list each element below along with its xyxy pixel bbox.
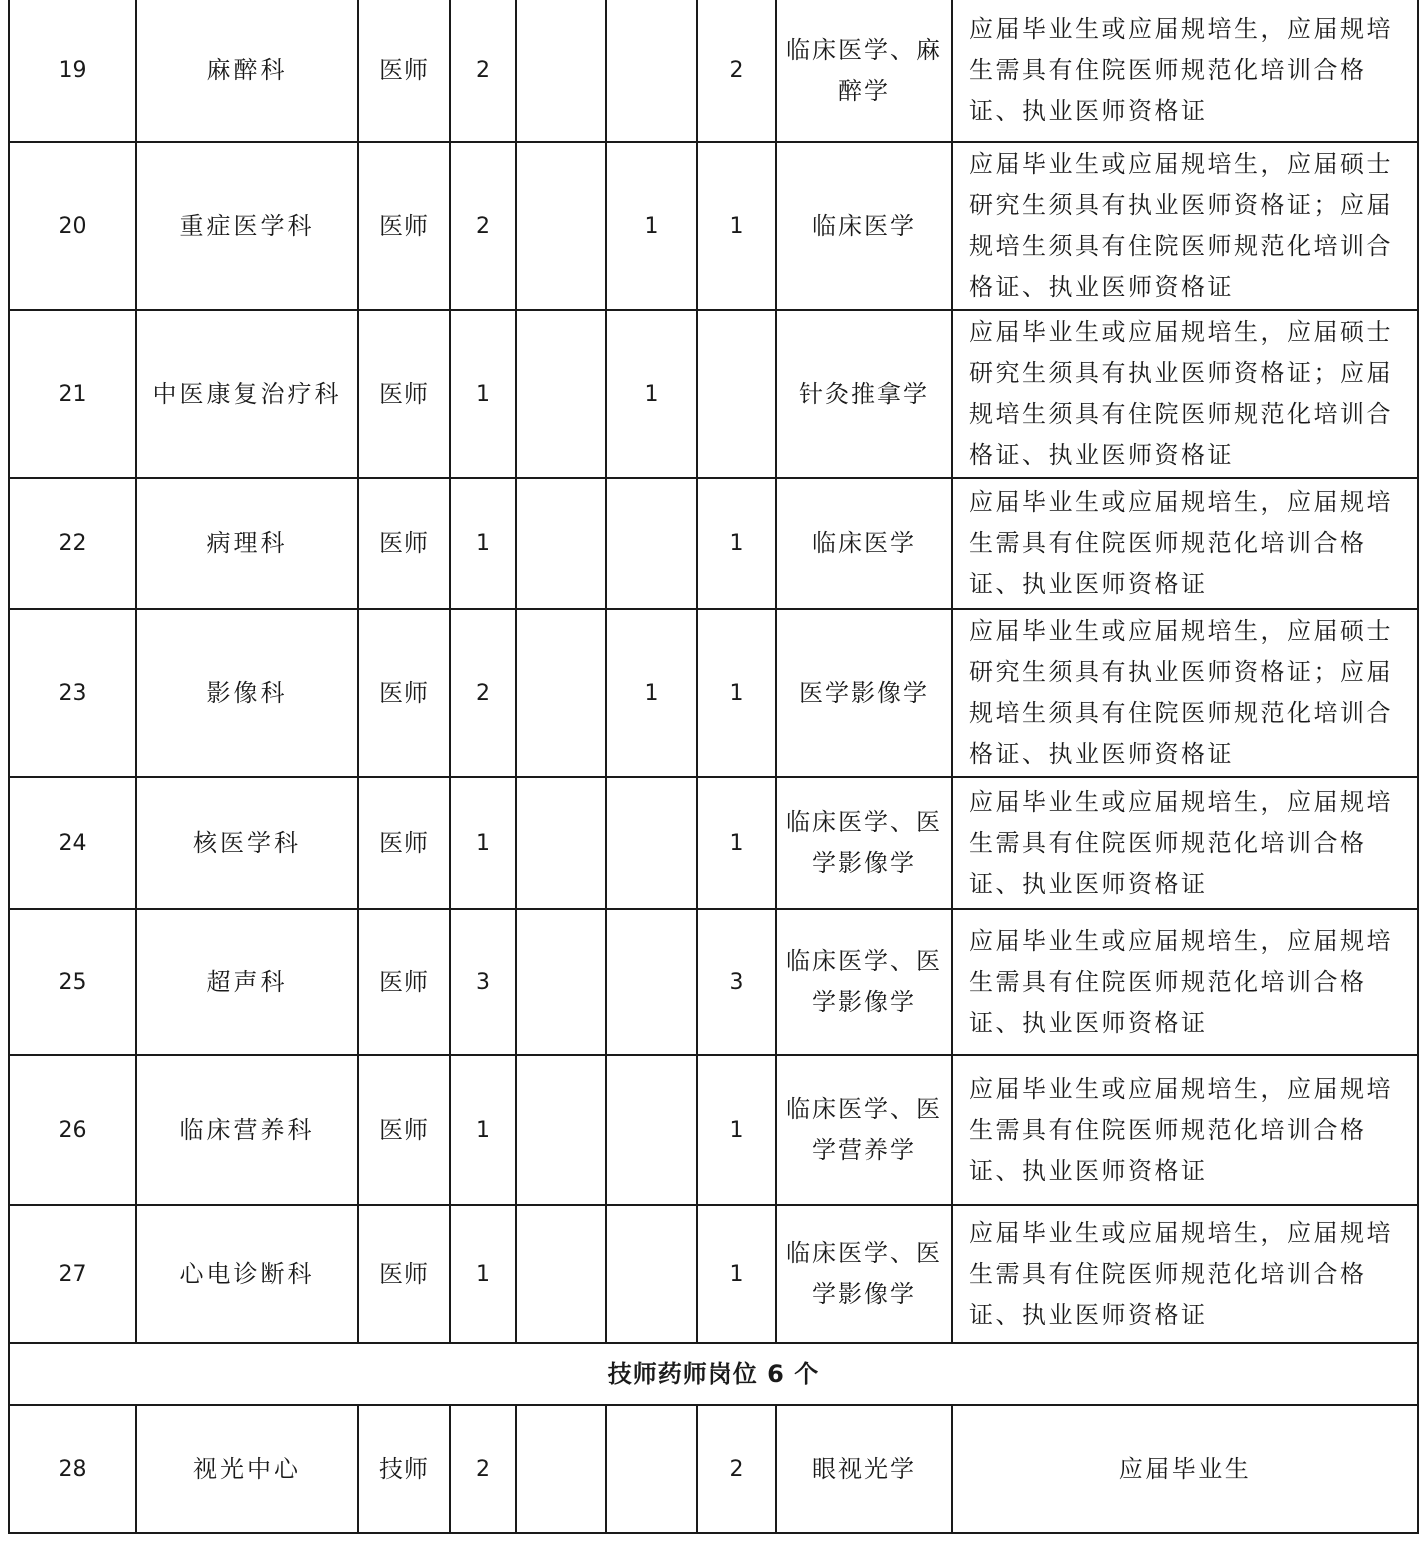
table-row — [9, 142, 1418, 310]
department: 影像科 — [136, 609, 358, 777]
count-col-2: 1 — [606, 609, 697, 777]
total-count: 2 — [450, 0, 516, 142]
requirements: 应届毕业生或应届规培生，应届规培生需具有住院医师规范化培训合格证、执业医师资格证 — [952, 777, 1418, 909]
total-count: 2 — [450, 1405, 516, 1533]
count-col-3: 1 — [697, 478, 776, 609]
table-row — [9, 777, 1418, 909]
major: 临床医学、医学影像学 — [776, 1205, 952, 1343]
position: 医师 — [358, 909, 450, 1055]
row-number: 20 — [9, 142, 136, 310]
total-count: 3 — [450, 909, 516, 1055]
position: 医师 — [358, 1055, 450, 1205]
table-row — [9, 0, 1418, 142]
major: 临床医学、医学影像学 — [776, 909, 952, 1055]
major: 临床医学、麻醉学 — [776, 0, 952, 142]
count-col-2 — [606, 1205, 697, 1343]
table-row — [9, 1055, 1418, 1205]
department: 病理科 — [136, 478, 358, 609]
count-col-3 — [697, 310, 776, 478]
total-count: 2 — [450, 609, 516, 777]
count-col-1 — [516, 909, 606, 1055]
row-number: 27 — [9, 1205, 136, 1343]
department: 视光中心 — [136, 1405, 358, 1533]
count-col-2 — [606, 909, 697, 1055]
position: 医师 — [358, 142, 450, 310]
position: 医师 — [358, 609, 450, 777]
count-col-1 — [516, 142, 606, 310]
count-col-3: 2 — [697, 1405, 776, 1533]
count-col-3: 1 — [697, 609, 776, 777]
count-col-1 — [516, 1405, 606, 1533]
major: 临床医学、医学营养学 — [776, 1055, 952, 1205]
count-col-1 — [516, 310, 606, 478]
department: 中医康复治疗科 — [136, 310, 358, 478]
position: 医师 — [358, 478, 450, 609]
major: 医学影像学 — [776, 609, 952, 777]
count-col-1 — [516, 478, 606, 609]
position: 医师 — [358, 1205, 450, 1343]
position: 技师 — [358, 1405, 450, 1533]
row-number: 28 — [9, 1405, 136, 1533]
requirements: 应届毕业生或应届规培生，应届硕士研究生须具有执业医师资格证；应届规培生须具有住院医师规范化培训合格证、执业医师资格证 — [952, 310, 1418, 478]
table-row — [9, 1405, 1418, 1533]
total-count: 1 — [450, 777, 516, 909]
major: 临床医学、医学影像学 — [776, 777, 952, 909]
recruitment-table — [8, 0, 1419, 1534]
count-col-1 — [516, 1205, 606, 1343]
count-col-1 — [516, 777, 606, 909]
row-number: 22 — [9, 478, 136, 609]
total-count: 1 — [450, 1055, 516, 1205]
count-col-3: 2 — [697, 0, 776, 142]
table-row — [9, 478, 1418, 609]
position: 医师 — [358, 0, 450, 142]
row-number: 23 — [9, 609, 136, 777]
total-count: 1 — [450, 310, 516, 478]
requirements: 应届毕业生或应届规培生，应届规培生需具有住院医师规范化培训合格证、执业医师资格证 — [952, 478, 1418, 609]
count-col-2: 1 — [606, 142, 697, 310]
count-col-3: 1 — [697, 1055, 776, 1205]
count-col-1 — [516, 609, 606, 777]
row-number: 26 — [9, 1055, 136, 1205]
section-title: 技师药师岗位 6 个 — [9, 1343, 1418, 1405]
row-number: 19 — [9, 0, 136, 142]
count-col-2 — [606, 478, 697, 609]
count-col-2: 1 — [606, 310, 697, 478]
table-row — [9, 310, 1418, 478]
total-count: 2 — [450, 142, 516, 310]
count-col-3: 1 — [697, 142, 776, 310]
row-number: 25 — [9, 909, 136, 1055]
requirements: 应届毕业生或应届规培生，应届规培生需具有住院医师规范化培训合格证、执业医师资格证 — [952, 0, 1418, 142]
total-count: 1 — [450, 1205, 516, 1343]
count-col-2 — [606, 777, 697, 909]
total-count: 1 — [450, 478, 516, 609]
requirements: 应届毕业生或应届规培生，应届硕士研究生须具有执业医师资格证；应届规培生须具有住院医师规范化培训合格证、执业医师资格证 — [952, 142, 1418, 310]
major: 临床医学 — [776, 142, 952, 310]
table-row — [9, 609, 1418, 777]
requirements: 应届毕业生或应届规培生，应届规培生需具有住院医师规范化培训合格证、执业医师资格证 — [952, 1205, 1418, 1343]
count-col-3: 1 — [697, 1205, 776, 1343]
row-number: 21 — [9, 310, 136, 478]
department: 临床营养科 — [136, 1055, 358, 1205]
major: 眼视光学 — [776, 1405, 952, 1533]
department: 心电诊断科 — [136, 1205, 358, 1343]
department: 超声科 — [136, 909, 358, 1055]
table-row — [9, 909, 1418, 1055]
department: 核医学科 — [136, 777, 358, 909]
requirements: 应届毕业生或应届规培生，应届规培生需具有住院医师规范化培训合格证、执业医师资格证 — [952, 909, 1418, 1055]
department: 麻醉科 — [136, 0, 358, 142]
requirements: 应届毕业生 — [952, 1405, 1418, 1533]
count-col-3: 3 — [697, 909, 776, 1055]
table-row — [9, 1205, 1418, 1343]
count-col-1 — [516, 0, 606, 142]
section-header-row — [9, 1343, 1418, 1405]
major: 针灸推拿学 — [776, 310, 952, 478]
count-col-1 — [516, 1055, 606, 1205]
count-col-2 — [606, 1405, 697, 1533]
major: 临床医学 — [776, 478, 952, 609]
department: 重症医学科 — [136, 142, 358, 310]
count-col-2 — [606, 0, 697, 142]
row-number: 24 — [9, 777, 136, 909]
count-col-2 — [606, 1055, 697, 1205]
position: 医师 — [358, 310, 450, 478]
requirements: 应届毕业生或应届规培生，应届硕士研究生须具有执业医师资格证；应届规培生须具有住院医师规范化培训合格证、执业医师资格证 — [952, 609, 1418, 777]
requirements: 应届毕业生或应届规培生，应届规培生需具有住院医师规范化培训合格证、执业医师资格证 — [952, 1055, 1418, 1205]
position: 医师 — [358, 777, 450, 909]
count-col-3: 1 — [697, 777, 776, 909]
